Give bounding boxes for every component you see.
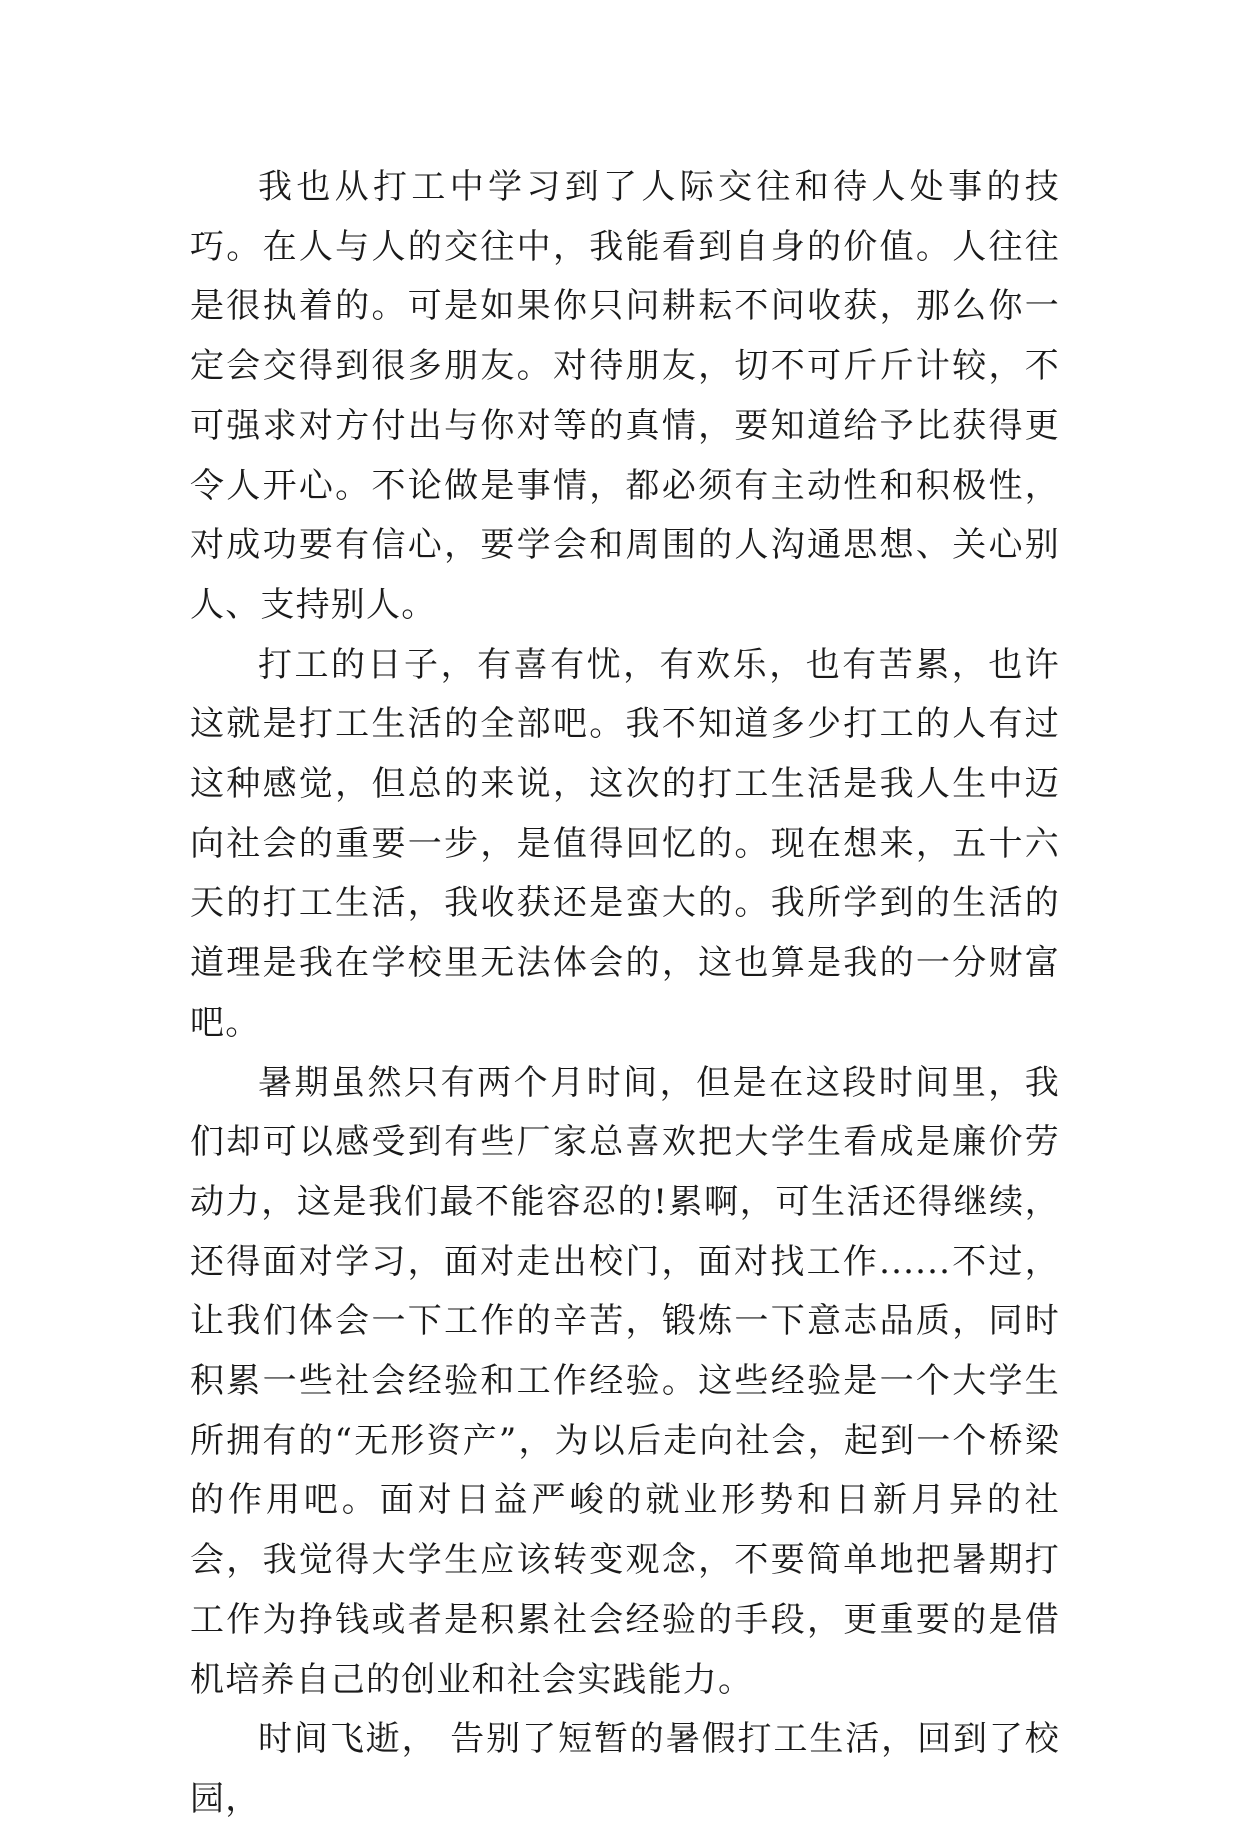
document-body <box>190 158 1060 1830</box>
paragraph-4: 时间飞逝， 告别了短暂的暑假打工生活，回到了校园， <box>190 1719 1060 1819</box>
paragraph-1: 我也从打工中学习到了人际交往和待人处事的技巧。在人与人的交往中，我能看到自身的价值。人往往是很执着的。可是如果你只问耕耘不问收获，那么你一定会交得到很多朋友。对待朋友，切不可斤斤计较，不可强求对方付出与你对等的真情，要知道给予比获得更令人开心。不论做是事情，都必须有主动性和积极性，对成功要有信心，要学会和周围的人沟通思想、关心别人、支持别人。 <box>190 167 1060 625</box>
paragraph-3: 暑期虽然只有两个月时间，但是在这段时间里，我们却可以感受到有些厂家总喜欢把大学生看成是廉价劳动力，这是我们最不能容忍的!累啊，可生活还得继续，还得面对学习，面对走出校门，面对找工作......不过，让我们体会一下工作的辛苦，锻炼一下意志品质，同时积累一些社会经验和工作经验。这些经验是一个大学生所拥有的“无形资产”，为以后走向社会，起到一个桥梁的作用吧。面对日益严峻的就业形势和日新月异的社会，我觉得大学生应该转变观念，不要简单地把暑期打工作为挣钱或者是积累社会经验的手段，更重要的是借机培养自己的创业和社会实践能力。 <box>190 1062 1060 1700</box>
paragraph-2: 打工的日子，有喜有忧，有欢乐，也有苦累，也许这就是打工生活的全部吧。我不知道多少打工的人有过这种感觉，但总的来说，这次的打工生活是我人生中迈向社会的重要一步，是值得回忆的。现在想来，五十六天的打工生活，我收获还是蛮大的。我所学到的生活的道理是我在学校里无法体会的，这也算是我的一分财富吧。 <box>190 644 1060 1043</box>
